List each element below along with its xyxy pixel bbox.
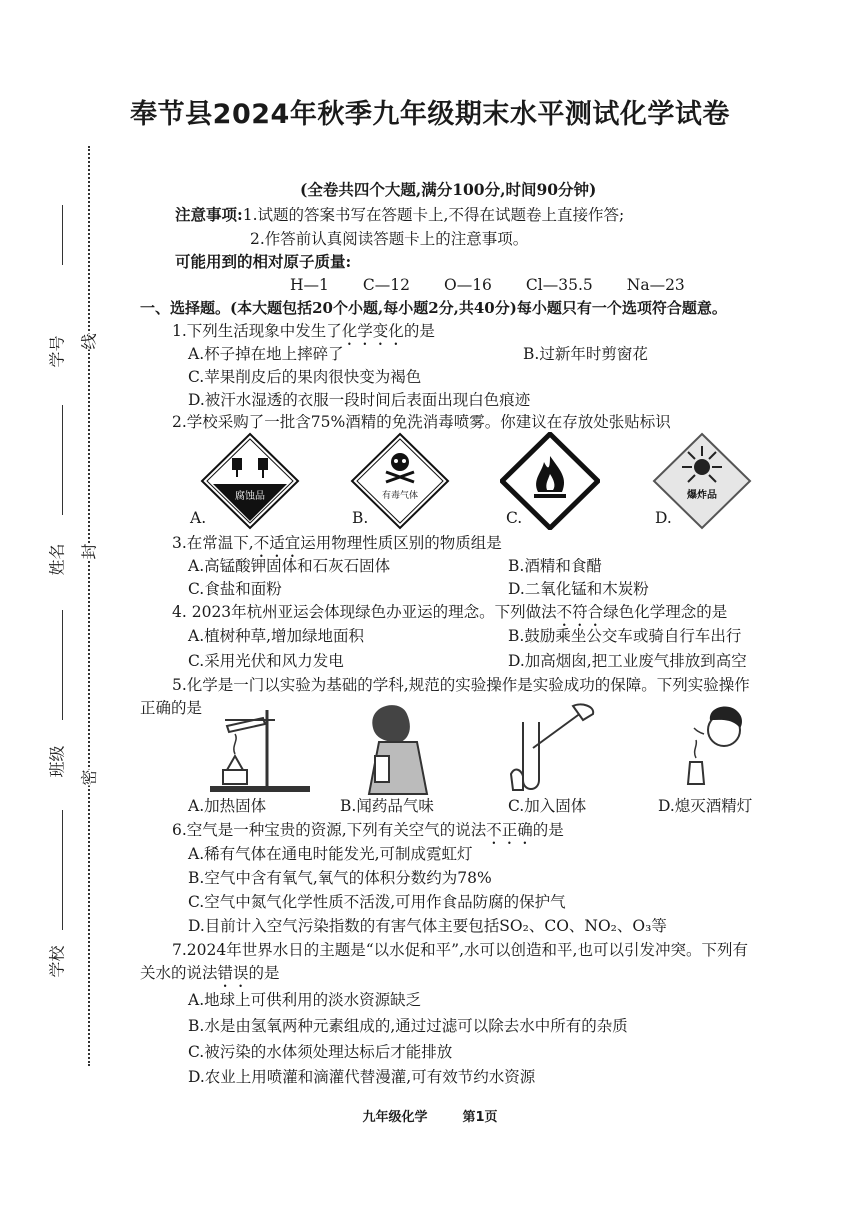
q4-option-a: A.植树种草,增加绿地面积 <box>188 627 365 645</box>
q1-option-a: A.杯子掉在地上摔碎了 <box>188 345 344 363</box>
q1-option-b: B.过新年时剪窗花 <box>523 345 648 363</box>
student-id-underline <box>62 205 63 265</box>
q7-option-c: C.被污染的水体须处理达标后才能排放 <box>188 1043 453 1061</box>
q5-option-a: A.加热固体 <box>188 797 267 815</box>
q3-option-c: C.食盐和面粉 <box>188 580 282 598</box>
q4-emphasis: 不符合 <box>556 603 604 621</box>
q5-option-b: B.闻药品气味 <box>340 797 434 815</box>
q4-stem: 4. 2023年杭州亚运会体现绿色办亚运的理念。下列做法不符合绿色化学理念的是 <box>172 603 728 621</box>
seal-word-secret: 密 <box>77 769 100 785</box>
q4-option-c: C.采用光伏和风力发电 <box>188 652 344 670</box>
class-label: 班级 <box>47 745 67 778</box>
q6-emphasis: 不正确 <box>486 821 533 839</box>
atomic-mass-cl: Cl—35.5 <box>525 276 593 294</box>
q7-option-b: B.水是由氢氧两种元素组成的,通过过滤可以除去水中所有的杂质 <box>188 1017 628 1035</box>
q1-option-d: D.被汗水湿透的衣服一段时间后表面出现白色痕迹 <box>188 391 531 409</box>
smelling-reagent-illustration <box>355 698 435 796</box>
notes-item-1: 1.试题的答案书写在答题卡上,不得在试题卷上直接作答; <box>242 206 625 224</box>
q1-option-c: C.苹果削皮后的果肉很快变为褐色 <box>188 368 422 386</box>
name-underline <box>62 405 63 515</box>
heating-solid-illustration <box>205 700 315 795</box>
exam-title: 奉节县2024年秋季九年级期末水平测试化学试卷 <box>130 99 730 130</box>
q1-stem: 1.下列生活现象中发生了化学变化的是 <box>172 322 435 340</box>
q2-stem: 2.学校采购了一批含75%酒精的免洗消毒喷雾。你建议在存放处张贴标识 <box>172 413 671 431</box>
footer-page-number: 第1页 <box>462 1110 498 1125</box>
q4-option-b: B.鼓励乘坐公交车或骑自行车出行 <box>508 627 742 645</box>
q7-option-d: D.农业上用喷灌和滴灌代替漫灌,可有效节约水资源 <box>188 1068 536 1086</box>
q5-stem-line-2: 正确的是 <box>140 699 203 717</box>
q2-option-a: A. <box>190 509 207 527</box>
atomic-mass-h: H—1 <box>290 276 329 294</box>
school-label: 学校 <box>47 945 67 978</box>
q3-option-a: A.高锰酸钾固体和石灰石固体 <box>188 557 391 575</box>
q3-option-b: B.酒精和食醋 <box>508 557 602 575</box>
school-underline <box>62 810 63 930</box>
explosive-sign-label: 爆炸品 <box>687 490 717 501</box>
student-id-label: 学号 <box>47 335 67 368</box>
q3-stem: 3.在常温下,不适宜运用物理性质区别的物质组是 <box>172 534 502 552</box>
name-label: 姓名 <box>47 543 67 576</box>
q6-option-d: D.目前计入空气污染指数的有害气体主要包括SO₂、CO、NO₂、O₃等 <box>188 917 667 935</box>
q1-emphasis: 化学变化 <box>341 322 404 340</box>
extinguishing-lamp-illustration <box>668 700 758 795</box>
q7-emphasis: 错误 <box>217 964 249 982</box>
q7-stem-line-1: 7.2024年世界水日的主题是“以水促和平”,水可以创造和平,也可以引发冲突。下列有 <box>172 941 748 959</box>
q3-emphasis: 不适宜 <box>253 534 301 552</box>
q6-option-c: C.空气中氮气化学性质不活泼,可用作食品防腐的保护气 <box>188 893 566 911</box>
corrosive-sign-label: 腐蚀品 <box>235 491 265 502</box>
notes-line-1 <box>175 205 624 225</box>
q2-option-b: B. <box>352 509 369 527</box>
q2-option-d: D. <box>655 509 672 527</box>
corrosive-sign-icon <box>200 432 300 530</box>
notes-item-2: 2.作答前认真阅读答题卡上的注意事项。 <box>250 230 529 248</box>
exam-info: (全卷共四个大题,满分100分,时间90分钟) <box>300 180 597 199</box>
q4-option-d: D.加高烟囱,把工业废气排放到高空 <box>508 652 747 670</box>
binding-dotted-line <box>88 146 90 1066</box>
q6-option-a: A.稀有气体在通电时能发光,可制成霓虹灯 <box>188 845 473 863</box>
notes-label: 注意事项: <box>175 205 243 224</box>
footer-subject: 九年级化学 <box>362 1110 428 1125</box>
q7-option-a: A.地球上可供利用的淡水资源缺乏 <box>188 991 422 1009</box>
q2-option-c: C. <box>506 509 523 527</box>
toxic-gas-sign-label: 有毒气体 <box>381 491 419 501</box>
atomic-mass-c: C—12 <box>362 276 410 294</box>
q5-option-d: D.熄灭酒精灯 <box>658 797 753 815</box>
section-1-heading: 一、选择题。(本大题包括20个小题,每小题2分,共40分)每小题只有一个选项符合题意。 <box>140 299 727 317</box>
q6-stem: 6.空气是一种宝贵的资源,下列有关空气的说法不正确的是 <box>172 821 564 839</box>
atomic-mass-na: Na—23 <box>626 276 685 294</box>
atomic-mass-values <box>290 275 719 295</box>
q5-option-c: C.加入固体 <box>508 797 587 815</box>
seal-word-seal: 封 <box>77 543 100 559</box>
atomic-mass-label: 可能用到的相对原子质量: <box>175 252 352 271</box>
adding-solid-illustration <box>505 700 600 795</box>
atomic-mass-o: O—16 <box>443 276 492 294</box>
page-footer <box>0 1106 860 1125</box>
q5-stem-line-1: 5.化学是一门以实验为基础的学科,规范的实验操作是实验成功的保障。下列实验操作 <box>172 676 750 694</box>
class-underline <box>62 610 63 720</box>
q6-option-b: B.空气中含有氧气,氧气的体积分数约为78% <box>188 869 492 887</box>
q7-stem-line-2: 关水的说法错误的是 <box>140 964 280 982</box>
seal-word-line: 线 <box>77 333 100 349</box>
q3-option-d: D.二氧化锰和木炭粉 <box>508 580 649 598</box>
